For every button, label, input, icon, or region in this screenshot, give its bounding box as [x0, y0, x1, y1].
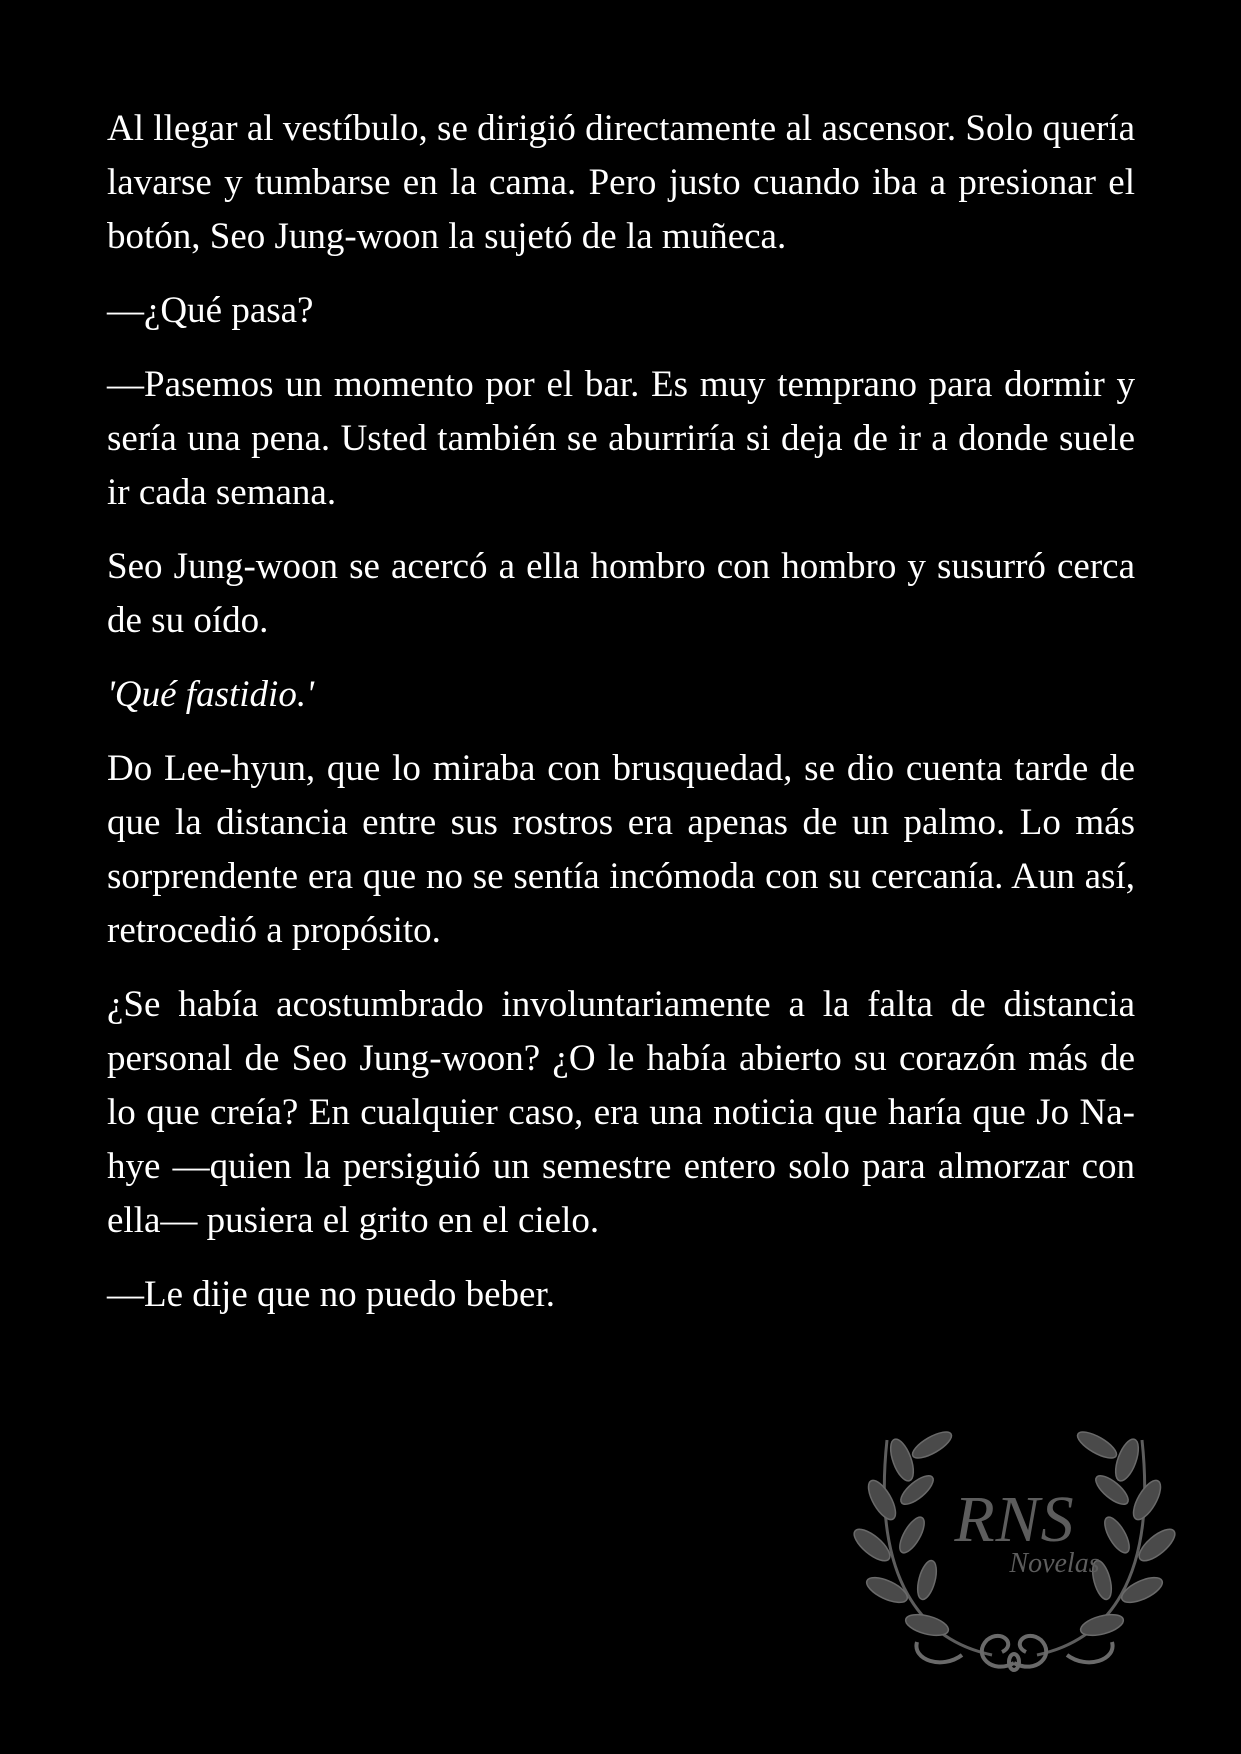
paragraph-7: ¿Se había acostumbrado involuntariamente a la falta de distancia personal de Seo Jung-woon? ¿O le había abierto su corazón más de lo que creía? En cualquier caso, era una noticia que haría que Jo Na-hye —quien la persiguió un semestre entero solo para almorzar con ella— pusiera el grito en el cielo. [107, 984, 1135, 1241]
watermark-subtitle: Novelas [1009, 1548, 1100, 1579]
paragraph-1: Al llegar al vestíbulo, se dirigió directamente al ascensor. Solo quería lavarse y tumbarse en la cama. Pero justo cuando iba a presionar el botón, Seo Jung-woon la sujetó de la muñeca. [107, 108, 1135, 257]
watermark-title: RNS [954, 1483, 1075, 1556]
paragraph-4: Seo Jung-woon se acercó a ella hombro con hombro y susurró cerca de su oído. [107, 546, 1135, 641]
novel-page-text [107, 102, 1135, 1342]
rns-novelas-watermark [842, 1420, 1187, 1690]
paragraph-2: —¿Qué pasa? [107, 290, 314, 331]
paragraph-5-thought: 'Qué fastidio.' [107, 674, 314, 715]
paragraph-8: —Le dije que no puedo beber. [107, 1274, 555, 1315]
paragraph-6: Do Lee-hyun, que lo miraba con brusquedad, se dio cuenta tarde de que la distancia entre sus rostros era apenas de un palmo. Lo más sorprendente era que no se sentía incómoda con su cercanía. Aun así, retrocedió a propósito. [107, 748, 1135, 951]
paragraph-3: —Pasemos un momento por el bar. Es muy temprano para dormir y sería una pena. Usted también se aburriría si deja de ir a donde suele ir cada semana. [107, 364, 1135, 513]
